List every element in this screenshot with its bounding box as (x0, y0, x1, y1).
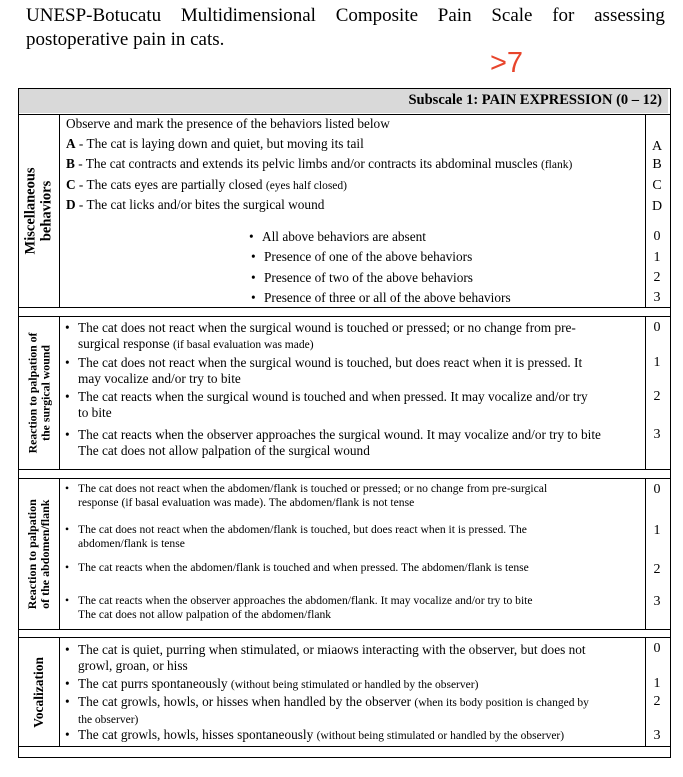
misc-score-2: 2 (653, 270, 661, 285)
vocal-score-1: 1 (653, 676, 661, 691)
misc-behaviors-label (19, 115, 59, 307)
misc-option-0: • All above behaviors are absent (248, 229, 426, 245)
wound-palpation-label (19, 317, 59, 469)
vocal-score-0: 0 (653, 641, 661, 656)
wound-score-1: 1 (653, 355, 661, 370)
abdomen-palpation-label (19, 479, 59, 629)
misc-score-0: 0 (653, 229, 661, 244)
abdomen-score-0: 0 (653, 482, 661, 497)
misc-score-1: 1 (653, 250, 661, 265)
misc-letter-c: C (652, 178, 662, 193)
vocal-score-2: 2 (653, 694, 661, 709)
abdomen-item-1: • The cat does not react when the abdomen/flank is touched, but does react when it is pressed. The abdomen/flank is tense (64, 523, 656, 551)
behavior-a: A - The cat is laying down and quiet, but moving its tail (66, 136, 364, 151)
wound-label-line1: Reaction to palpation of (25, 332, 40, 454)
header-divider (18, 114, 670, 115)
vocal-score-3: 3 (653, 728, 661, 743)
vocal-item-3: • The cat growls, howls, hisses spontaneously (without being stimulated or handled by the observer) (64, 727, 656, 744)
misc-letter-d: D (651, 199, 663, 214)
misc-letter-b: B (652, 157, 662, 172)
behavior-d: D - The cat licks and/or bites the surgical wound (66, 197, 325, 212)
misc-label-line2: behaviors (38, 180, 54, 242)
vocal-item-0: • The cat is quiet, purring when stimulated, or miaows interacting with the observer, but does not growl, groan, or hiss (64, 642, 656, 674)
wound-item-3: • The cat reacts when the observer approaches the surgical wound. It may vocalize and/or try to bite The cat does not allow palpation of the surgical wound (64, 427, 656, 459)
wound-score-0: 0 (653, 320, 661, 335)
subscale-header: Subscale 1: PAIN EXPRESSION (0 – 12) (19, 89, 668, 113)
abdomen-score-1: 1 (653, 523, 661, 538)
wound-score-2: 2 (653, 389, 661, 404)
abdomen-score-3: 3 (653, 594, 661, 609)
misc-label-line1: Miscellaneous (22, 167, 39, 255)
misc-option-1: • Presence of one of the above behaviors (250, 249, 472, 265)
handwritten-annotation: >7 (490, 47, 524, 79)
document-title (26, 4, 683, 52)
wound-item-1: • The cat does not react when the surgical wound is touched, but does react when it is pressed. It may vocalize and/or try to bite (64, 355, 656, 387)
abdomen-label-line2: of the abdomen/flank (38, 499, 53, 609)
title-line-2: postoperative pain in cats. (26, 29, 225, 50)
vocal-item-1: • The cat purrs spontaneously (without being stimulated or handled by the observer) (64, 676, 656, 693)
behavior-b: B - The cat contracts and extends its pelvic limbs and/or contracts its abdominal muscles (flank) (66, 156, 573, 171)
wound-item-0: • The cat does not react when the surgical wound is touched or pressed; or no change from pre- surgical response (if basal evaluation was made) (64, 320, 656, 353)
wound-label-line2: the surgical wound (38, 345, 53, 441)
wound-score-3: 3 (653, 427, 661, 442)
abdomen-item-2: • The cat reacts when the abdomen/flank is touched and when pressed. The abdomen/flank is tense (64, 561, 656, 575)
misc-intro: Observe and mark the presence of the behaviors listed below (66, 116, 390, 131)
misc-option-2: • Presence of two of the above behaviors (250, 270, 473, 286)
vocal-item-2: • The cat growls, howls, or hisses when handled by the observer (when its body position is changed by the observer) (64, 694, 656, 728)
misc-option-3: • Presence of three or all of the above behaviors (250, 290, 511, 306)
abdomen-score-2: 2 (653, 562, 661, 577)
abdomen-item-0: • The cat does not react when the abdomen/flank is touched or pressed; or no change from pre-surgical response (if basal evaluation was made). The abdomen/flank is not tense (64, 482, 656, 510)
misc-score-3: 3 (653, 290, 661, 305)
wound-item-2: • The cat reacts when the surgical wound is touched and when pressed. It may vocalize and/or try to bite (64, 389, 656, 421)
misc-letter-a: A (651, 139, 663, 154)
vocalization-label: Vocalization (30, 656, 46, 728)
abdomen-item-3: • The cat reacts when the observer approaches the abdomen/flank. It may vocalize and/or try to bite The cat does not allow palpation of the abdomen/flank (64, 594, 656, 622)
behavior-c: C - The cats eyes are partially closed (eyes half closed) (66, 177, 347, 192)
title-line-1: UNESP-Botucatu Multidimensional Composite Pain Scale for assessing (26, 5, 665, 26)
abdomen-label-line1: Reaction to palpation (24, 498, 39, 610)
